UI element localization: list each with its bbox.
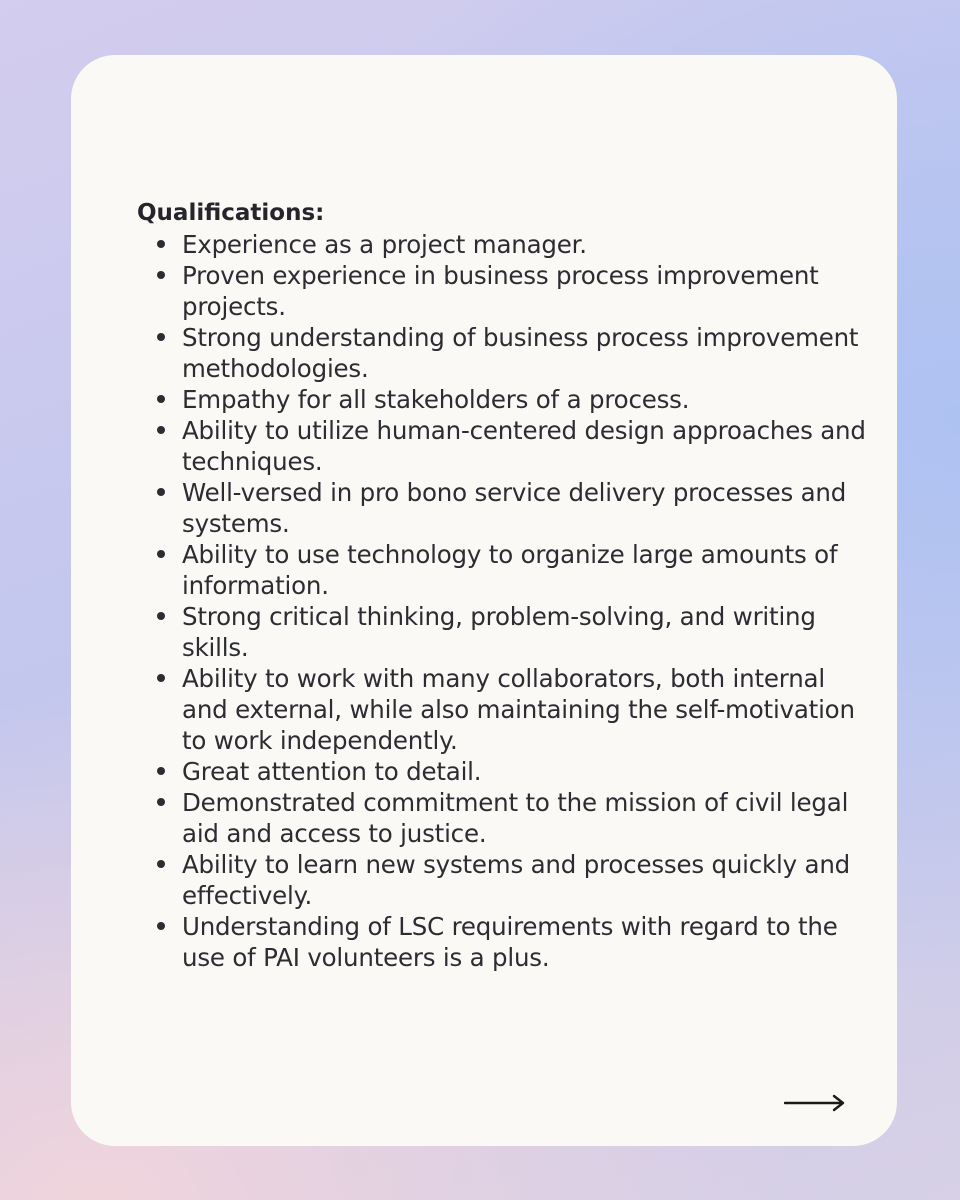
bullet-icon [157,550,165,558]
list-item [137,663,877,756]
list-item-text: Ability to work with many collaborators, both internal and external, while also maintaining the self-motivation to work independently. [182,664,855,755]
list-item-text: Understanding of LSC requirements with regard to the use of PAI volunteers is a plus. [182,912,838,972]
bullet-icon [157,271,165,279]
bullet-icon [157,922,165,930]
list-item-text: Strong critical thinking, problem-solving, and writing skills. [182,602,816,662]
bullet-icon [157,798,165,806]
list-item-text: Ability to utilize human-centered design approaches and techniques. [182,416,866,476]
list-item-text: Well-versed in pro bono service delivery processes and systems. [182,478,847,538]
bullet-icon [157,612,165,620]
list-item [137,322,877,384]
arrow-right-icon[interactable] [784,1093,846,1113]
list-item-text: Demonstrated commitment to the mission of civil legal aid and access to justice. [182,788,849,848]
list-item [137,539,877,601]
bullet-icon [157,674,165,682]
list-item-text: Proven experience in business process improvement projects. [182,261,819,321]
list-item [137,229,877,260]
bullet-icon [157,860,165,868]
section-heading: Qualifications: [137,200,325,226]
list-item-text: Strong understanding of business process improvement methodologies. [182,323,859,383]
list-item [137,756,877,787]
bullet-icon [157,395,165,403]
list-item [137,415,877,477]
bullet-icon [157,488,165,496]
list-item [137,787,877,849]
list-item-text: Empathy for all stakeholders of a process. [182,385,690,414]
qualifications-list [137,229,877,973]
list-item [137,477,877,539]
list-item [137,260,877,322]
list-item-text: Ability to learn new systems and processes quickly and effectively. [182,850,850,910]
bullet-icon [157,240,165,248]
qualifications-section [137,198,877,973]
bullet-icon [157,333,165,341]
list-item-text: Great attention to detail. [182,757,482,786]
bullet-icon [157,426,165,434]
list-item [137,849,877,911]
content-card [71,55,897,1146]
list-item [137,384,877,415]
list-item [137,601,877,663]
list-item-text: Ability to use technology to organize large amounts of information. [182,540,838,600]
list-item [137,911,877,973]
bullet-icon [157,767,165,775]
list-item-text: Experience as a project manager. [182,230,587,259]
